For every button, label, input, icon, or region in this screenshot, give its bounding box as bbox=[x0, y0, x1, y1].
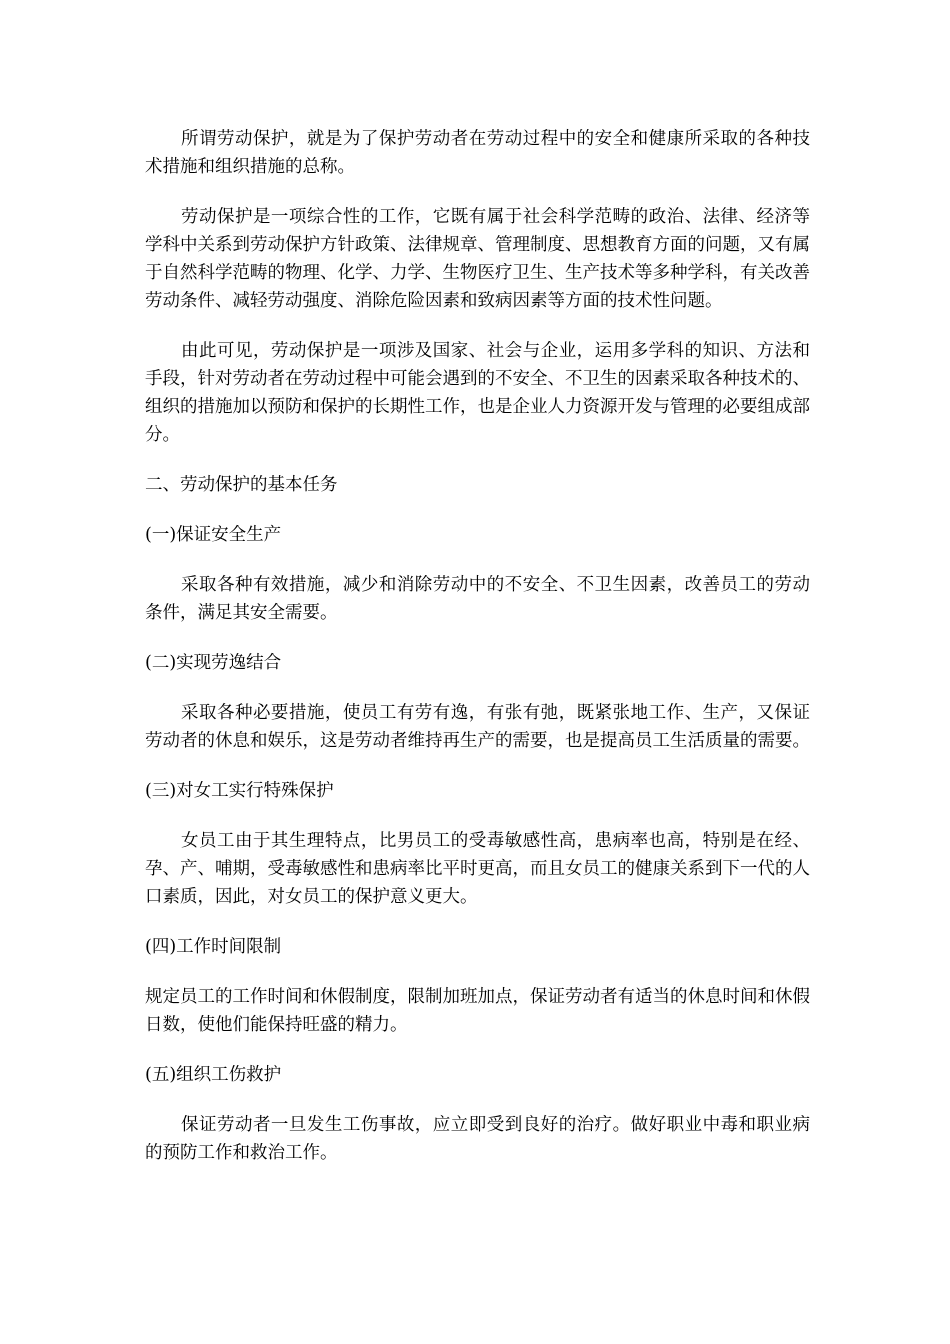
subheading-working-hours: (四)工作时间限制 bbox=[145, 937, 282, 957]
paragraph-working-hours: 规定员工的工作时间和休假制度，限制加班加点，保证劳动者有适当的休息时间和休假日数，使他们能保持旺盛的精力。 bbox=[145, 987, 810, 1035]
subheading-work-rest-balance: (二)实现劳逸结合 bbox=[145, 653, 282, 673]
paragraph-injury-rescue: 保证劳动者一旦发生工伤事故，应立即受到良好的治疗。做好职业中毒和职业病的预防工作和救治工作。 bbox=[145, 1115, 810, 1163]
paragraph-comprehensive-work: 劳动保护是一项综合性的工作，它既有属于社会科学范畴的政治、法律、经济等学科中关系到劳动保护方针政策、法律规章、管理制度、思想教育方面的问题，又有属于自然科学范畴的物理、化学、力学、生物医疗卫生、生产技术等多种学科，有关改善劳动条件、减轻劳动强度、消除危险因素和致病因素等方面的技术性问题。 bbox=[145, 207, 810, 311]
paragraph-definition: 所谓劳动保护，就是为了保护劳动者在劳动过程中的安全和健康所采取的各种技术措施和组织措施的总称。 bbox=[145, 129, 810, 177]
document-page bbox=[145, 125, 810, 1189]
section-heading-basic-tasks: 二、劳动保护的基本任务 bbox=[145, 475, 338, 495]
subheading-injury-rescue: (五)组织工伤救护 bbox=[145, 1065, 282, 1085]
subheading-female-protection: (三)对女工实行特殊保护 bbox=[145, 781, 334, 801]
paragraph-safe-production: 采取各种有效措施，减少和消除劳动中的不安全、不卫生因素，改善员工的劳动条件，满足其安全需要。 bbox=[145, 575, 810, 623]
paragraph-female-protection: 女员工由于其生理特点，比男员工的受毒敏感性高，患病率也高，特别是在经、孕、产、哺期，受毒敏感性和患病率比平时更高，而且女员工的健康关系到下一代的人口素质，因此，对女员工的保护意义更大。 bbox=[145, 831, 810, 907]
paragraph-conclusion: 由此可见，劳动保护是一项涉及国家、社会与企业，运用多学科的知识、方法和手段，针对劳动者在劳动过程中可能会遇到的不安全、不卫生的因素采取各种技术的、组织的措施加以预防和保护的长期性工作，也是企业人力资源开发与管理的必要组成部分。 bbox=[145, 341, 810, 445]
subheading-safe-production: (一)保证安全生产 bbox=[145, 525, 282, 545]
paragraph-work-rest-balance: 采取各种必要措施，使员工有劳有逸，有张有弛，既紧张地工作、生产，又保证劳动者的休息和娱乐，这是劳动者维持再生产的需要，也是提高员工生活质量的需要。 bbox=[145, 703, 810, 751]
